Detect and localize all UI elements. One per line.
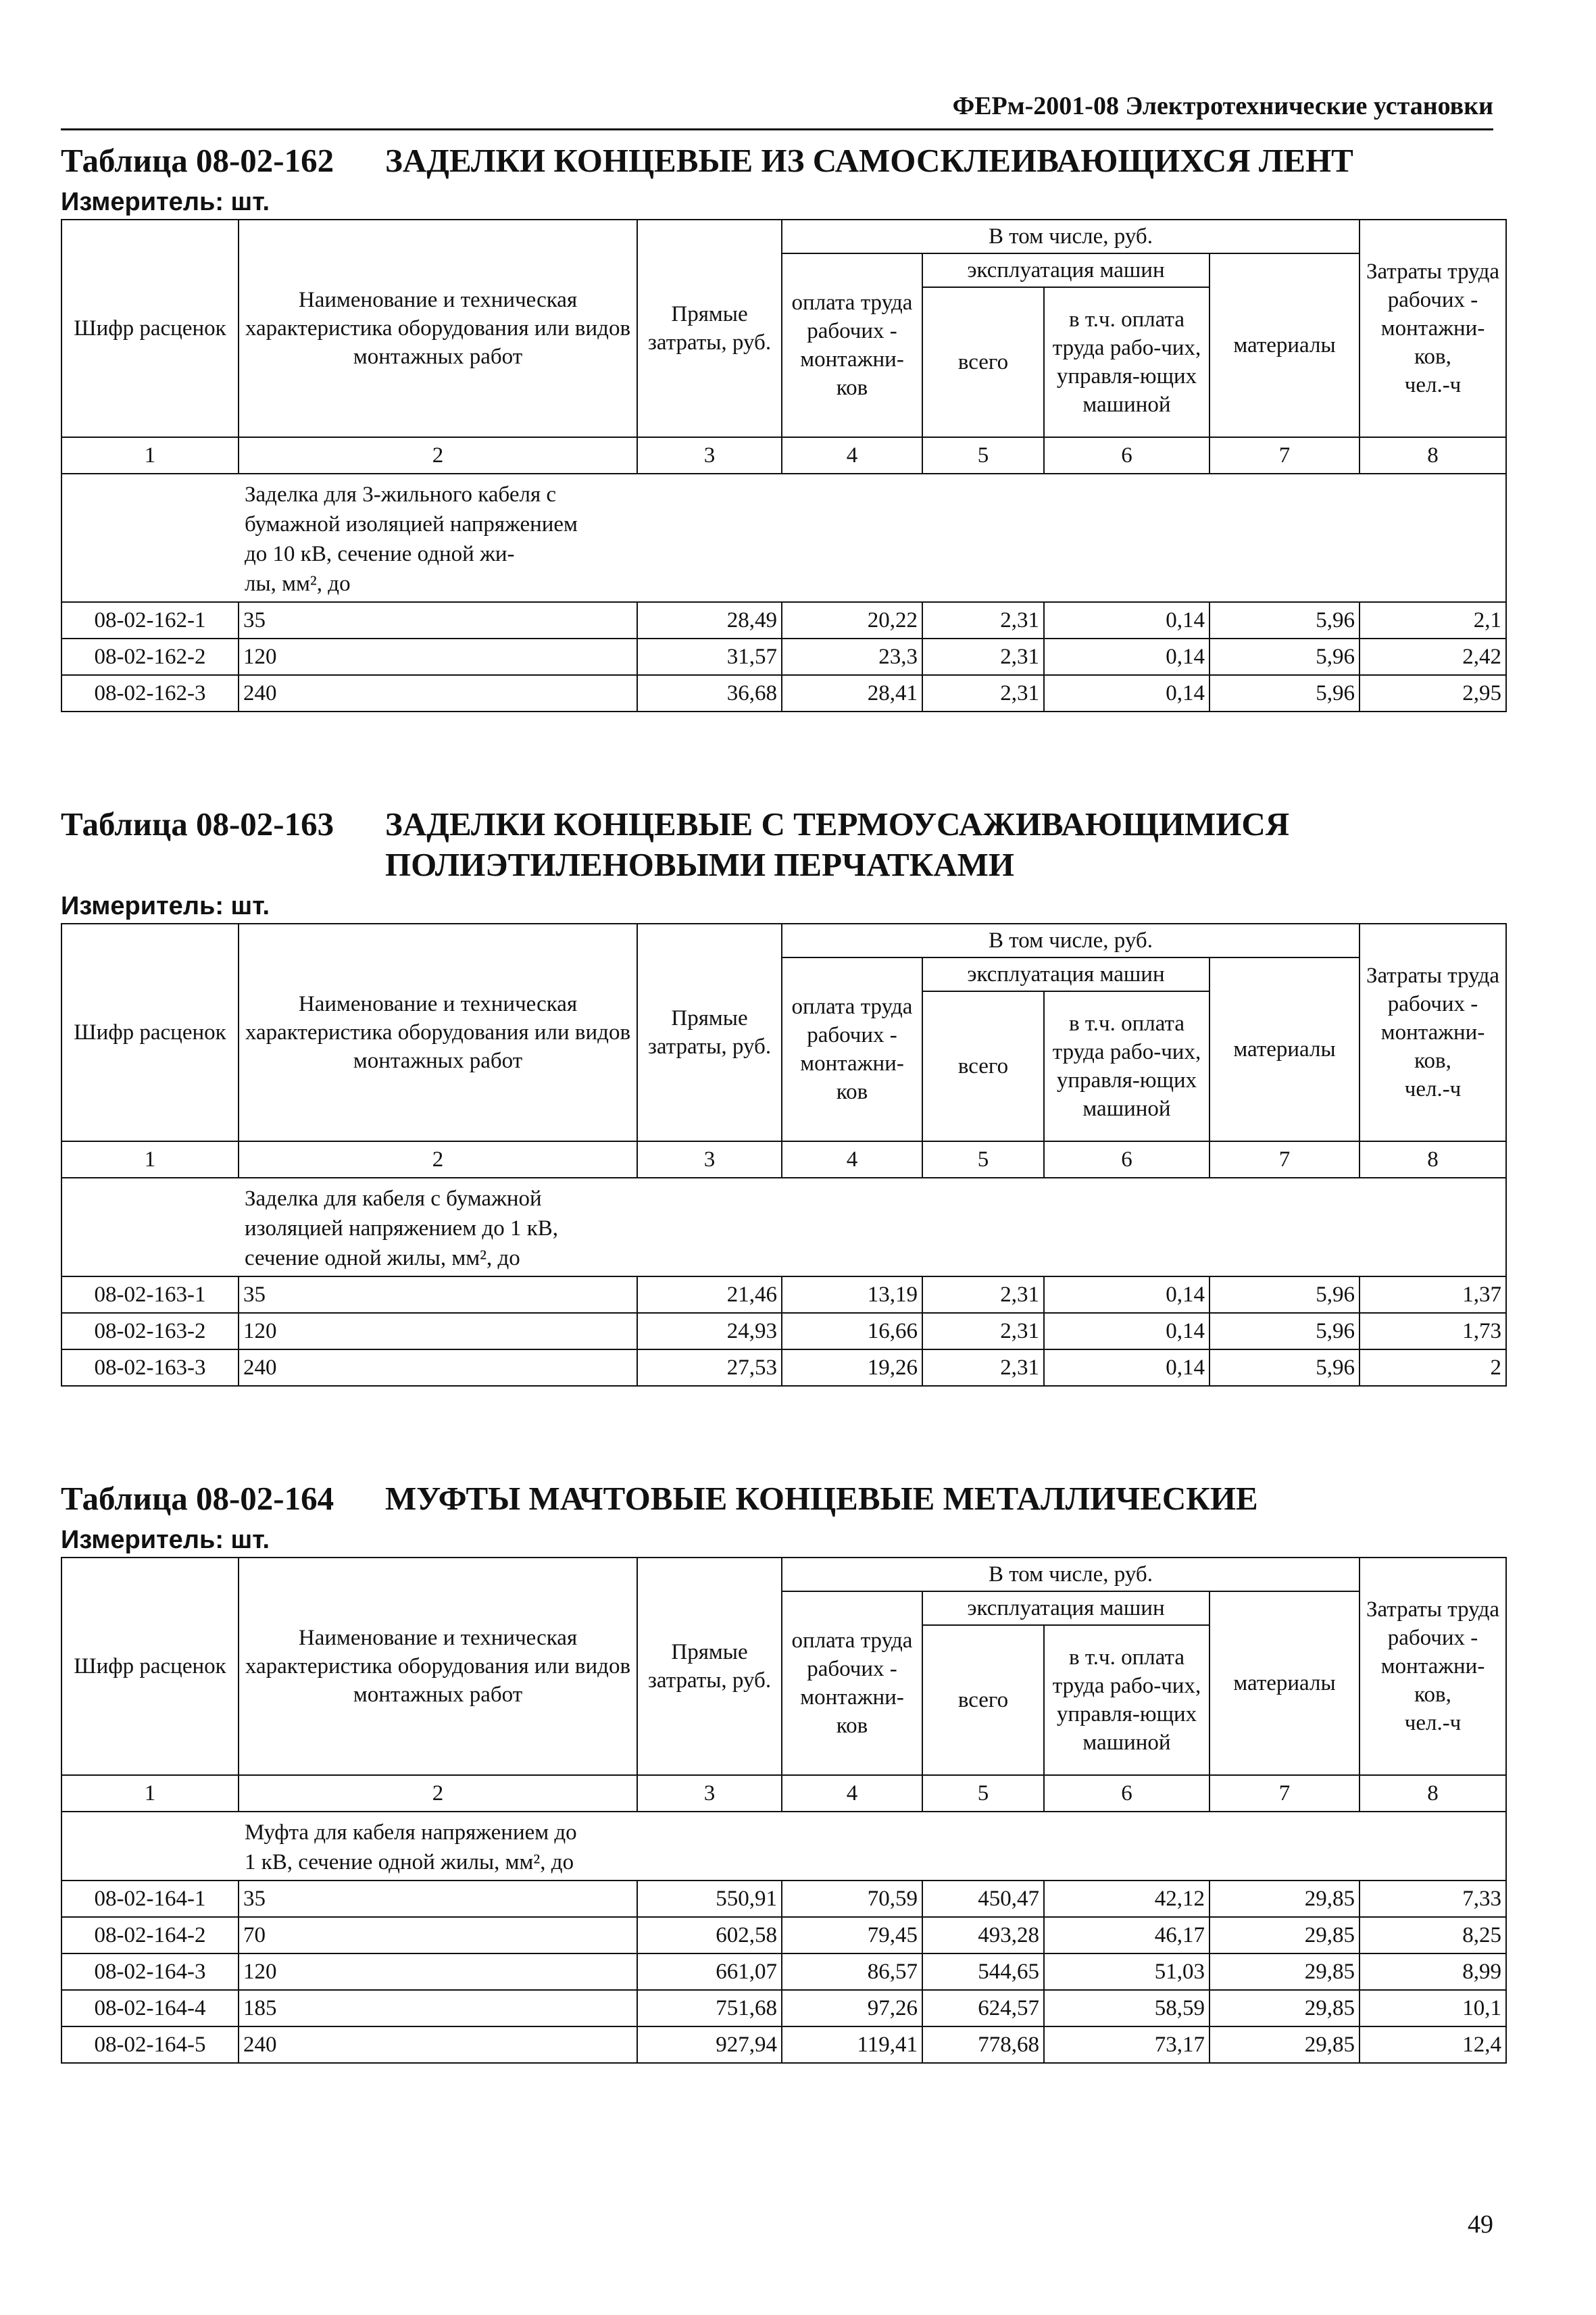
header-name: Наименование и техническая характеристика оборудования или видов монтажных работ (239, 924, 637, 1141)
labor-pay: 20,22 (782, 602, 922, 639)
header-including: В том числе, руб. (782, 924, 1360, 957)
direct-costs: 31,57 (637, 639, 782, 675)
measure-unit: Измеритель: шт. (61, 1526, 270, 1554)
column-number: 1 (61, 1775, 239, 1812)
direct-costs: 550,91 (637, 1881, 782, 1917)
machines-operators-pay: 0,14 (1044, 1313, 1210, 1349)
group-line: Заделка для 3-жильного кабеля с (245, 482, 557, 507)
header-direct-costs: Прямые затраты, руб. (637, 924, 782, 1141)
table-title (61, 1478, 1507, 1519)
header-code: Шифр расценок (61, 1558, 239, 1775)
table-row (61, 1881, 1506, 1917)
direct-costs: 28,49 (637, 602, 782, 639)
group-line: Заделка для кабеля с бумажной (245, 1187, 542, 1211)
header-labor-hours-unit: чел.-ч (1404, 373, 1462, 397)
cable-section: 120 (239, 1313, 637, 1349)
rate-table (61, 219, 1507, 712)
group-row (61, 1178, 1506, 1276)
machines-total: 2,31 (922, 1349, 1044, 1386)
header-labor-pay: оплата труда рабочих - монтажни-ков (782, 253, 922, 437)
table-name-line: ПОЛИЭТИЛЕНОВЫМИ ПЕРЧАТКАМИ (385, 846, 1014, 883)
group-line: Муфта для кабеля напряжением до (245, 1820, 577, 1845)
cable-section: 240 (239, 2026, 637, 2063)
column-number: 7 (1210, 437, 1360, 474)
machines-operators-pay: 0,14 (1044, 1276, 1210, 1313)
header-labor-pay: оплата труда рабочих - монтажни-ков (782, 957, 922, 1141)
column-number: 4 (782, 437, 922, 474)
labor-pay: 16,66 (782, 1313, 922, 1349)
column-number: 2 (239, 1775, 637, 1812)
labor-hours: 2,95 (1360, 675, 1506, 712)
machines-operators-pay: 0,14 (1044, 602, 1210, 639)
column-number: 2 (239, 1141, 637, 1178)
column-number: 3 (637, 437, 782, 474)
section-1 (61, 804, 1507, 1387)
header-machines-operators: в т.ч. оплата труда рабо-чих, управля-ющих машиной (1044, 1625, 1210, 1775)
group-cell (61, 474, 1506, 602)
measure-unit: Измеритель: шт. (61, 892, 270, 920)
header-name: Наименование и техническая характеристика оборудования или видов монтажных работ (239, 220, 637, 437)
column-number: 4 (782, 1775, 922, 1812)
rate-code: 08-02-162-1 (61, 602, 239, 639)
page-number: 49 (1468, 2210, 1493, 2239)
group-cell (61, 1178, 1506, 1276)
header-code: Шифр расценок (61, 924, 239, 1141)
header-labor-hours (1360, 924, 1506, 1141)
rate-code: 08-02-163-1 (61, 1276, 239, 1313)
machines-total: 2,31 (922, 675, 1044, 712)
machines-total: 493,28 (922, 1917, 1044, 1953)
labor-hours: 7,33 (1360, 1881, 1506, 1917)
labor-hours: 2,1 (1360, 602, 1506, 639)
column-number: 6 (1044, 437, 1210, 474)
table-row (61, 2026, 1506, 2063)
materials: 29,85 (1210, 1990, 1360, 2026)
table-row (61, 1917, 1506, 1953)
cable-section: 35 (239, 1881, 637, 1917)
table-row (61, 1276, 1506, 1313)
labor-hours: 8,99 (1360, 1953, 1506, 1990)
table-row (61, 1953, 1506, 1990)
machines-operators-pay: 46,17 (1044, 1917, 1210, 1953)
table-row (61, 1349, 1506, 1386)
column-number: 3 (637, 1141, 782, 1178)
group-line: изоляцией напряжением до 1 кВ, (245, 1216, 558, 1241)
header-labor-hours-unit: чел.-ч (1404, 1711, 1462, 1735)
cable-section: 35 (239, 602, 637, 639)
group-row (61, 474, 1506, 602)
labor-pay: 19,26 (782, 1349, 922, 1386)
direct-costs: 751,68 (637, 1990, 782, 2026)
column-number: 8 (1360, 437, 1506, 474)
header-code: Шифр расценок (61, 220, 239, 437)
direct-costs: 927,94 (637, 2026, 782, 2063)
header-rule (61, 128, 1493, 130)
header-materials: материалы (1210, 1591, 1360, 1775)
running-title: ФЕРм-2001-08 Электротехнические установки (952, 92, 1493, 120)
table-title (61, 141, 1507, 181)
machines-operators-pay: 0,14 (1044, 675, 1210, 712)
machines-operators-pay: 73,17 (1044, 2026, 1210, 2063)
rate-code: 08-02-162-3 (61, 675, 239, 712)
header-labor-hours (1360, 220, 1506, 437)
table-code: Таблица 08-02-164 (61, 1480, 334, 1517)
header-direct-costs: Прямые затраты, руб. (637, 220, 782, 437)
rate-code: 08-02-163-3 (61, 1349, 239, 1386)
column-number: 1 (61, 437, 239, 474)
table-row (61, 1990, 1506, 2026)
direct-costs: 602,58 (637, 1917, 782, 1953)
header-materials: материалы (1210, 253, 1360, 437)
labor-pay: 79,45 (782, 1917, 922, 1953)
labor-hours: 2,42 (1360, 639, 1506, 675)
machines-operators-pay: 51,03 (1044, 1953, 1210, 1990)
group-row (61, 1812, 1506, 1881)
rate-code: 08-02-164-2 (61, 1917, 239, 1953)
labor-hours: 1,73 (1360, 1313, 1506, 1349)
header-materials: материалы (1210, 957, 1360, 1141)
header-direct-costs: Прямые затраты, руб. (637, 1558, 782, 1775)
column-number: 5 (922, 1775, 1044, 1812)
labor-pay: 86,57 (782, 1953, 922, 1990)
direct-costs: 661,07 (637, 1953, 782, 1990)
cable-section: 120 (239, 639, 637, 675)
cable-section: 240 (239, 1349, 637, 1386)
table-name (385, 804, 1507, 885)
labor-pay: 28,41 (782, 675, 922, 712)
labor-pay: 23,3 (782, 639, 922, 675)
rate-code: 08-02-164-3 (61, 1953, 239, 1990)
header-labor-hours-text: Затраты труда рабочих - монтажни-ков, (1366, 964, 1500, 1073)
table-code: Таблица 08-02-162 (61, 142, 334, 179)
labor-pay: 119,41 (782, 2026, 922, 2063)
materials: 29,85 (1210, 1881, 1360, 1917)
header-machines: эксплуатация машин (922, 957, 1210, 991)
cable-section: 35 (239, 1276, 637, 1313)
machines-operators-pay: 58,59 (1044, 1990, 1210, 2026)
column-number: 5 (922, 437, 1044, 474)
header-machines-total: всего (922, 991, 1044, 1141)
group-line: бумажной изоляцией напряжением (245, 512, 578, 537)
labor-hours: 1,37 (1360, 1276, 1506, 1313)
table-code: Таблица 08-02-163 (61, 805, 334, 843)
labor-hours: 2 (1360, 1349, 1506, 1386)
column-number: 7 (1210, 1141, 1360, 1178)
cable-section: 185 (239, 1990, 637, 2026)
group-description (245, 1184, 664, 1273)
header-machines: эксплуатация машин (922, 1591, 1210, 1625)
section-2 (61, 1478, 1507, 2064)
column-number: 1 (61, 1141, 239, 1178)
table-row (61, 1313, 1506, 1349)
machines-total: 2,31 (922, 1276, 1044, 1313)
column-number: 3 (637, 1775, 782, 1812)
column-number: 8 (1360, 1775, 1506, 1812)
machines-operators-pay: 42,12 (1044, 1881, 1210, 1917)
direct-costs: 36,68 (637, 675, 782, 712)
header-machines-operators: в т.ч. оплата труда рабо-чих, управля-ющих машиной (1044, 991, 1210, 1141)
group-description (245, 1818, 664, 1877)
table-name-line: МУФТЫ МАЧТОВЫЕ КОНЦЕВЫЕ МЕТАЛЛИЧЕСКИЕ (385, 1480, 1258, 1517)
machines-operators-pay: 0,14 (1044, 639, 1210, 675)
header-including: В том числе, руб. (782, 220, 1360, 253)
column-number: 4 (782, 1141, 922, 1178)
materials: 5,96 (1210, 1276, 1360, 1313)
column-numbers-row (61, 437, 1506, 474)
rate-code: 08-02-164-1 (61, 1881, 239, 1917)
materials: 29,85 (1210, 1953, 1360, 1990)
header-machines-total: всего (922, 287, 1044, 437)
labor-pay: 70,59 (782, 1881, 922, 1917)
column-number: 2 (239, 437, 637, 474)
header-machines-operators: в т.ч. оплата труда рабо-чих, управля-ющих машиной (1044, 287, 1210, 437)
group-line: 1 кВ, сечение одной жилы, мм², до (245, 1850, 574, 1874)
direct-costs: 21,46 (637, 1276, 782, 1313)
materials: 29,85 (1210, 1917, 1360, 1953)
machines-total: 2,31 (922, 602, 1044, 639)
materials: 29,85 (1210, 2026, 1360, 2063)
column-numbers-row (61, 1775, 1506, 1812)
materials: 5,96 (1210, 1313, 1360, 1349)
materials: 5,96 (1210, 675, 1360, 712)
labor-hours: 12,4 (1360, 2026, 1506, 2063)
header-including: В том числе, руб. (782, 1558, 1360, 1591)
labor-hours: 10,1 (1360, 1990, 1506, 2026)
group-description (245, 480, 664, 599)
table-row (61, 639, 1506, 675)
group-cell (61, 1812, 1506, 1881)
materials: 5,96 (1210, 1349, 1360, 1386)
header-machines: эксплуатация машин (922, 253, 1210, 287)
labor-pay: 97,26 (782, 1990, 922, 2026)
labor-hours: 8,25 (1360, 1917, 1506, 1953)
table-name (385, 1478, 1507, 1519)
column-number: 8 (1360, 1141, 1506, 1178)
direct-costs: 27,53 (637, 1349, 782, 1386)
rate-code: 08-02-162-2 (61, 639, 239, 675)
rate-code: 08-02-163-2 (61, 1313, 239, 1349)
column-numbers-row (61, 1141, 1506, 1178)
header-labor-hours-text: Затраты труда рабочих - монтажни-ков, (1366, 259, 1500, 369)
machines-total: 778,68 (922, 2026, 1044, 2063)
header-labor-hours-text: Затраты труда рабочих - монтажни-ков, (1366, 1597, 1500, 1707)
rate-code: 08-02-164-5 (61, 2026, 239, 2063)
section-0 (61, 141, 1507, 712)
header-labor-hours-unit: чел.-ч (1404, 1077, 1462, 1101)
measure-unit: Измеритель: шт. (61, 188, 270, 216)
column-number: 6 (1044, 1775, 1210, 1812)
rate-table (61, 1557, 1507, 2064)
machines-total: 2,31 (922, 639, 1044, 675)
header-labor-hours (1360, 1558, 1506, 1775)
direct-costs: 24,93 (637, 1313, 782, 1349)
cable-section: 120 (239, 1953, 637, 1990)
cable-section: 70 (239, 1917, 637, 1953)
machines-total: 450,47 (922, 1881, 1044, 1917)
machines-total: 624,57 (922, 1990, 1044, 2026)
cable-section: 240 (239, 675, 637, 712)
labor-pay: 13,19 (782, 1276, 922, 1313)
table-row (61, 675, 1506, 712)
rate-table (61, 923, 1507, 1387)
header-machines-total: всего (922, 1625, 1044, 1775)
materials: 5,96 (1210, 639, 1360, 675)
column-number: 7 (1210, 1775, 1360, 1812)
group-line: лы, мм², до (245, 572, 351, 596)
machines-total: 2,31 (922, 1313, 1044, 1349)
table-title (61, 804, 1507, 885)
column-number: 5 (922, 1141, 1044, 1178)
table-name-line: ЗАДЕЛКИ КОНЦЕВЫЕ С ТЕРМОУСАЖИВАЮЩИМИСЯ (385, 805, 1290, 843)
header-labor-pay: оплата труда рабочих - монтажни-ков (782, 1591, 922, 1775)
group-line: сечение одной жилы, мм², до (245, 1246, 520, 1270)
rate-code: 08-02-164-4 (61, 1990, 239, 2026)
header-name: Наименование и техническая характеристика оборудования или видов монтажных работ (239, 1558, 637, 1775)
table-name (385, 141, 1507, 181)
materials: 5,96 (1210, 602, 1360, 639)
machines-operators-pay: 0,14 (1044, 1349, 1210, 1386)
group-line: до 10 кВ, сечение одной жи- (245, 542, 515, 566)
table-name-line: ЗАДЕЛКИ КОНЦЕВЫЕ ИЗ САМОСКЛЕИВАЮЩИХСЯ ЛЕНТ (385, 142, 1353, 179)
table-row (61, 602, 1506, 639)
machines-total: 544,65 (922, 1953, 1044, 1990)
column-number: 6 (1044, 1141, 1210, 1178)
